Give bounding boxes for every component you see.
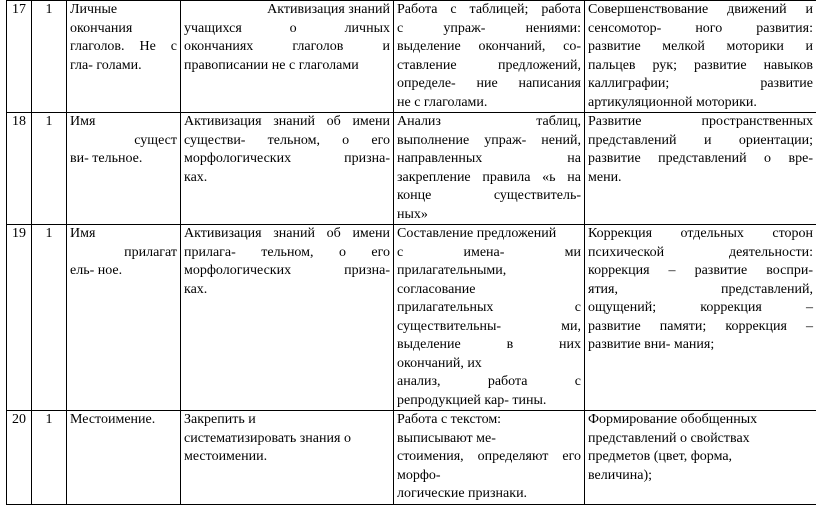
cell-line: величина); [588,467,653,483]
hours-count: 1 [32,225,67,411]
cell-line: глаголов. Не с [70,39,177,54]
goal-cell [181,1,394,113]
cell-line: прилагательных с [397,300,581,315]
cell-line: Коррекция отдельных сторон [588,226,813,241]
cell-line: ятия, представлений, [588,281,813,297]
goal-cell [181,225,394,411]
goal-cell [181,113,394,225]
cell-line: сенсомотор- ного развития: [588,20,813,36]
cell-line: Имя [70,114,96,129]
cell-line: не с глаголами. [397,94,488,110]
cell-line: представлений о свойствах [588,430,750,446]
correction-cell [585,1,816,113]
hours-count: 1 [32,1,67,113]
goal-cell [181,411,394,505]
cell-line: систематизировать знания о [184,430,351,446]
cell-line: ных» [397,206,428,222]
cell-line: выделение в них [397,337,581,352]
cell-line: Работа с текстом: [397,412,502,427]
row-number: 17 [7,1,32,113]
cell-line: выполнение упраж- нений, [397,132,581,148]
cell-line: морфологических призна- [184,151,390,166]
cell-line: Имя [70,226,96,241]
cell-line: конце существитель- [397,188,581,203]
cell-line: Совершенствование движений и [588,2,813,17]
hours-count: 1 [32,113,67,225]
cell-line: учащихся о личных [184,20,390,36]
topic-cell [67,411,181,505]
cell-line: каллиграфии; развитие [588,76,813,91]
cell-line: коррекция – развитие воспри- [588,263,813,278]
cell-line: мени. [588,169,622,185]
cell-line: прилагательными, [397,263,507,278]
cell-line: существительны- ми, [397,318,581,334]
cell-line: развитие памяти; коррекция – [588,318,813,334]
cell-line: гла- голами. [70,57,142,73]
cell-line: ках. [184,281,208,297]
cell-line: Формирование обобщенных [588,412,758,427]
correction-cell [585,113,816,225]
table-row [7,225,816,411]
cell-line: ставление предложений, [397,57,581,73]
cell-line: Развитие пространственных [588,114,813,129]
cell-line: ель- ное. [70,263,123,278]
cell-line: психической деятельности: [588,244,813,260]
cell-line: с упраж- нениями: [397,20,581,36]
cell-line: Активизация знаний [267,2,390,17]
cell-line: с имена- ми [397,244,581,260]
cell-line: окончаний, их [397,355,482,371]
cell-line: сущест [134,132,177,148]
cell-line: развитие вни- мания; [588,337,715,352]
cell-line: Местоимение. [70,412,156,427]
lesson-plan-table [6,0,816,505]
cell-line: окончания [70,20,133,36]
cell-line: согласование [397,281,476,297]
work-cell [394,225,585,411]
cell-line: правописании не с глаголами [184,57,359,73]
cell-line: Работа с таблицей; работа [397,2,581,17]
cell-line: морфологических призна- [184,263,390,278]
cell-line: направленных на [397,151,581,166]
cell-line: Активизация знаний об имени [184,226,390,241]
topic-cell [67,113,181,225]
cell-line: артикуляционной моторики. [588,94,757,110]
cell-line: ви- тельное. [70,151,143,166]
row-number: 19 [7,225,32,411]
work-cell [394,411,585,505]
topic-cell [67,225,181,411]
cell-line: логические признаки. [397,486,528,501]
cell-line: пальцев рук; развитие навыков [588,57,813,73]
cell-line: Активизация знаний об имени [184,114,390,129]
cell-line: Анализ таблиц, [397,114,581,129]
table-row [7,411,816,505]
cell-line: представлений и ориентации; [588,132,813,148]
cell-line: Закрепить и [184,412,256,427]
cell-line: Личные [70,2,118,17]
table-row [7,113,816,225]
cell-line: развитие мелкой моторики и [588,39,813,54]
cell-line: прилагат [124,244,177,260]
cell-line: ощущений; коррекция – [588,300,813,315]
hours-count: 1 [32,411,67,505]
cell-line: ках. [184,169,208,185]
cell-line: анализ, работа с [397,374,581,389]
table-body [7,1,816,505]
cell-line: выписывают ме- [397,430,496,446]
cell-line: существи- тельном, о его [184,132,390,148]
cell-line: развитие представлений о вре- [588,151,813,166]
row-number: 18 [7,113,32,225]
table-row [7,1,816,113]
cell-line: Составление предложений [397,226,557,241]
cell-line: окончаниях глаголов и [184,39,390,54]
cell-line: предметов (цвет, форма, [588,449,733,464]
cell-line: морфо- [397,467,441,483]
cell-line: прилага- тельном, о его [184,244,390,260]
row-number: 20 [7,411,32,505]
work-cell [394,113,585,225]
correction-cell [585,411,816,505]
topic-cell [67,1,181,113]
work-cell [394,1,585,113]
cell-line: закрепление правила «ь на [397,169,581,185]
cell-line: репродукцией кар- тины. [397,392,547,408]
cell-line: стоимения, определяют его [397,449,581,464]
cell-line: выделение окончаний, со- [397,39,581,54]
correction-cell [585,225,816,411]
cell-line: определе- ние написания [397,76,581,91]
cell-line: местоимении. [184,449,268,464]
